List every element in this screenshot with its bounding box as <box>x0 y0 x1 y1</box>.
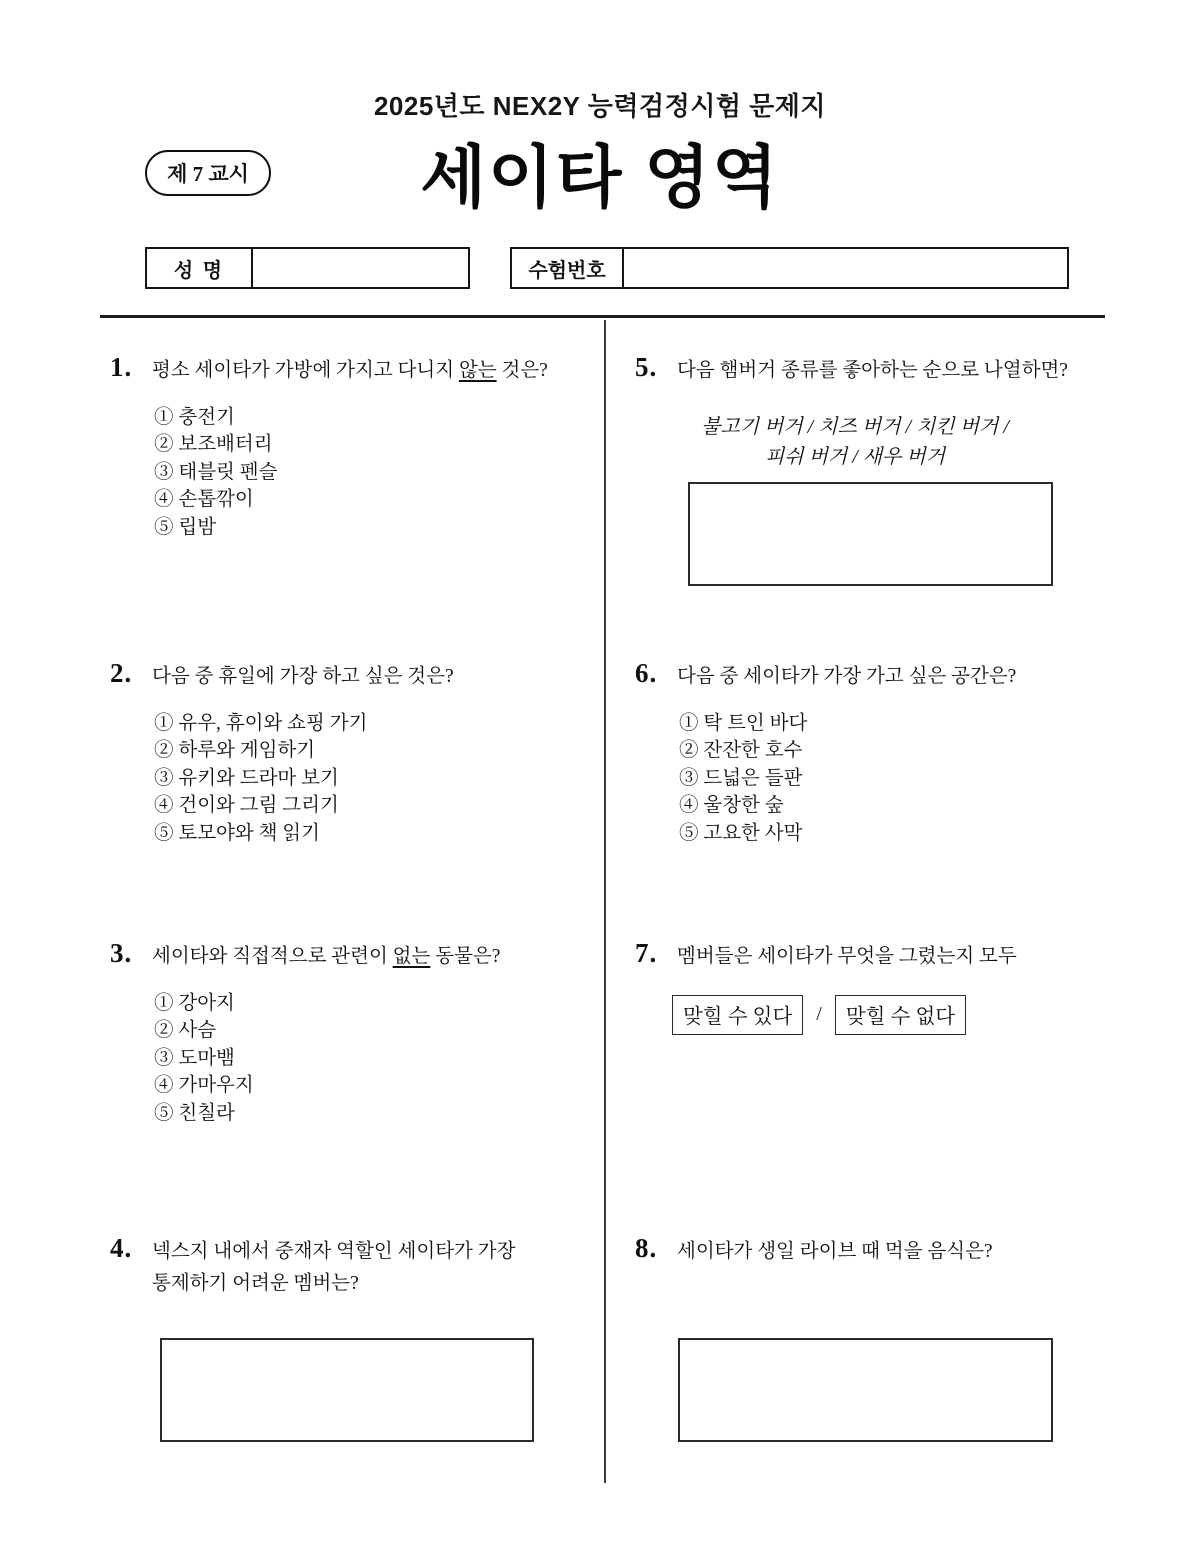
question-2-options <box>154 710 592 848</box>
option[interactable]: ① 충전기 <box>154 406 235 428</box>
exam-subtitle: 2025년도 NEX2Y 능력검정시험 문제지 <box>373 91 827 121</box>
question-3-text <box>152 941 500 973</box>
question-2 <box>110 658 592 847</box>
question-4-text <box>152 1236 515 1299</box>
option[interactable]: ⑤ 립밤 <box>154 516 217 538</box>
question-3-text-post: 동물은? <box>430 946 501 967</box>
question-1-text <box>152 355 548 387</box>
option[interactable]: ④ 건이와 그림 그리기 <box>154 795 339 817</box>
option[interactable]: ③ 태블릿 펜슬 <box>154 461 278 483</box>
question-8-number: 8. <box>635 1233 658 1263</box>
option[interactable]: ② 하루와 게임하기 <box>154 740 316 762</box>
question-1 <box>110 352 592 541</box>
option[interactable]: ⑤ 고요한 사막 <box>679 822 803 844</box>
question-4 <box>110 1233 592 1463</box>
question-2-number: 2. <box>110 658 133 688</box>
question-7-choice-can[interactable]: 맞힐 수 있다 <box>672 995 803 1035</box>
question-4-text-line1: 넥스지 내에서 중재자 역할인 세이타가 가장 <box>152 1241 516 1262</box>
option[interactable]: ② 보조배터리 <box>154 434 273 456</box>
question-7-choices <box>672 995 1103 1035</box>
question-5-stimulus <box>635 412 1075 472</box>
option[interactable]: ⑤ 친칠라 <box>154 1102 235 1124</box>
question-3-options <box>154 990 592 1128</box>
question-3-text-underlined: 없는 <box>392 946 431 967</box>
question-2-text: 다음 중 휴일에 가장 하고 싶은 것은? <box>152 666 454 687</box>
question-1-text-pre: 평소 세이타가 가방에 가지고 다니지 <box>152 360 459 381</box>
column-divider-line <box>604 320 606 1483</box>
question-5-text: 다음 햄버거 종류를 좋아하는 순으로 나열하면? <box>677 360 1068 381</box>
question-6-text: 다음 중 세이타가 가장 가고 싶은 공간은? <box>677 666 1017 687</box>
question-8 <box>635 1233 1103 1463</box>
question-1-text-underlined: 않는 <box>458 360 497 381</box>
question-8-answer-box[interactable] <box>678 1338 1053 1442</box>
question-4-text-line2: 통제하기 어려운 멤버는? <box>152 1272 359 1294</box>
question-7-number: 7. <box>635 938 658 968</box>
header-divider-line <box>100 315 1105 318</box>
question-6-options <box>679 710 1103 848</box>
question-3-number: 3. <box>110 938 133 968</box>
question-5-stimulus-line1: 불고기 버거 / 치즈 버거 / 치킨 버거 / <box>701 415 1009 438</box>
question-8-text: 세이타가 생일 라이브 때 먹을 음식은? <box>677 1241 993 1262</box>
option[interactable]: ② 잔잔한 호수 <box>679 740 803 762</box>
question-6 <box>635 658 1103 847</box>
question-7-choice-separator: / <box>816 1003 822 1026</box>
question-7 <box>635 938 1103 1035</box>
question-3-text-pre: 세이타와 직접적으로 관련이 <box>152 946 393 967</box>
exam-number-input[interactable] <box>624 249 1067 287</box>
question-7-choice-cannot[interactable]: 맞힐 수 없다 <box>835 995 966 1035</box>
name-input[interactable] <box>253 249 468 287</box>
question-1-number: 1. <box>110 352 133 382</box>
option[interactable]: ④ 울창한 숲 <box>679 795 784 817</box>
option[interactable]: ① 강아지 <box>154 992 235 1014</box>
exam-number-field-label: 수험번호 <box>512 249 624 287</box>
question-7-text: 멤버들은 세이타가 무엇을 그렸는지 모두 <box>677 946 1017 967</box>
question-3 <box>110 938 592 1127</box>
page-title: 세이타 영역 <box>420 140 780 216</box>
question-1-text-post: 것은? <box>496 360 548 381</box>
option[interactable]: ③ 드넓은 들판 <box>679 767 803 789</box>
period-badge-label: 제 7 교시 <box>167 162 249 186</box>
question-1-options <box>154 404 592 542</box>
question-5-answer-box[interactable] <box>688 482 1053 586</box>
option[interactable]: ④ 가마우지 <box>154 1075 254 1097</box>
option[interactable]: ① 유우, 휴이와 쇼핑 가기 <box>154 712 368 734</box>
question-4-number: 4. <box>110 1233 133 1263</box>
option[interactable]: ③ 도마뱀 <box>154 1047 235 1069</box>
question-5 <box>635 352 1103 612</box>
name-field-label: 성 명 <box>147 249 253 287</box>
option[interactable]: ① 탁 트인 바다 <box>679 712 808 734</box>
question-5-number: 5. <box>635 352 658 382</box>
question-4-answer-box[interactable] <box>160 1338 534 1442</box>
question-5-stimulus-line2: 피쉬 버거 / 새우 버거 <box>764 445 946 468</box>
exam-number-field-box <box>510 247 1069 289</box>
name-field-box <box>145 247 470 289</box>
option[interactable]: ④ 손톱깎이 <box>154 489 254 511</box>
option[interactable]: ③ 유키와 드라마 보기 <box>154 767 339 789</box>
option[interactable]: ② 사슴 <box>154 1020 217 1042</box>
option[interactable]: ⑤ 토모야와 책 읽기 <box>154 822 320 844</box>
question-6-number: 6. <box>635 658 658 688</box>
